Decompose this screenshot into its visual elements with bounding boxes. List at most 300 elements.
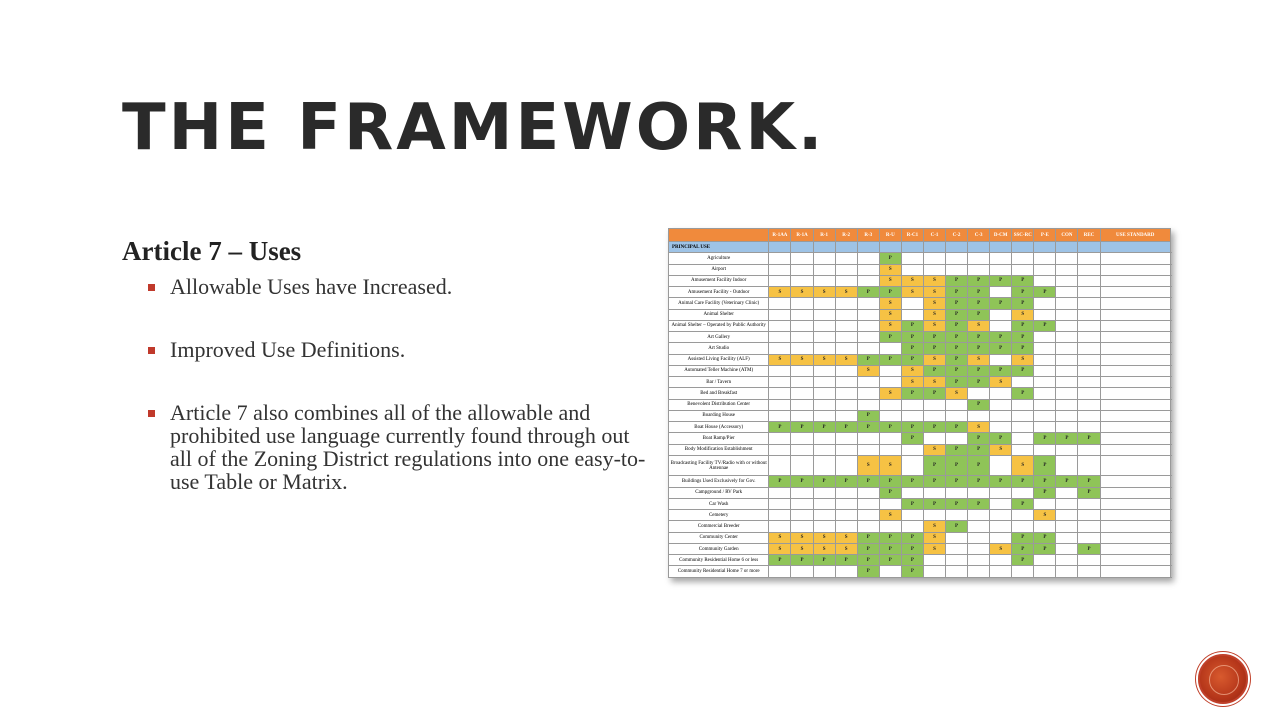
matrix-cell: [1078, 287, 1100, 298]
matrix-cell: S: [879, 264, 901, 275]
matrix-cell: S: [857, 365, 879, 376]
matrix-cell: [1012, 264, 1034, 275]
matrix-cell: [1012, 242, 1034, 253]
matrix-cell: P: [968, 399, 990, 410]
table-row: [669, 476, 1171, 487]
matrix-cell: S: [879, 510, 901, 521]
matrix-cell: [1034, 555, 1056, 566]
matrix-cell: [835, 377, 857, 388]
matrix-cell: [1100, 422, 1170, 433]
matrix-cell: [1056, 532, 1078, 543]
matrix-cell: P: [1034, 455, 1056, 476]
matrix-cell: P: [901, 388, 923, 399]
matrix-cell: [1056, 365, 1078, 376]
matrix-cell: [813, 275, 835, 286]
matrix-cell: P: [879, 476, 901, 487]
matrix-column-header: CON: [1056, 229, 1078, 242]
matrix-cell: [1100, 377, 1170, 388]
matrix-cell: [813, 498, 835, 509]
matrix-cell: [1100, 521, 1170, 532]
use-name-cell: Campground / RV Park: [669, 487, 769, 498]
matrix-cell: P: [968, 298, 990, 309]
matrix-cell: [1034, 444, 1056, 455]
matrix-cell: P: [1012, 287, 1034, 298]
matrix-cell: [857, 253, 879, 264]
matrix-cell: [1056, 555, 1078, 566]
matrix-cell: P: [857, 566, 879, 578]
matrix-cell: [1056, 521, 1078, 532]
matrix-cell: P: [946, 287, 968, 298]
matrix-column-header: C-3: [968, 229, 990, 242]
matrix-cell: [1034, 498, 1056, 509]
matrix-cell: P: [769, 476, 791, 487]
use-name-cell: Bed and Breakfast: [669, 388, 769, 399]
matrix-cell: P: [968, 377, 990, 388]
matrix-cell: [990, 287, 1012, 298]
matrix-cell: P: [968, 498, 990, 509]
matrix-cell: [791, 320, 813, 331]
table-row: [669, 365, 1171, 376]
matrix-cell: [1056, 487, 1078, 498]
matrix-cell: [1100, 399, 1170, 410]
matrix-cell: [791, 399, 813, 410]
matrix-cell: S: [769, 543, 791, 554]
matrix-cell: [769, 242, 791, 253]
matrix-cell: [1056, 320, 1078, 331]
matrix-cell: [879, 365, 901, 376]
matrix-cell: [968, 555, 990, 566]
matrix-cell: [923, 555, 945, 566]
matrix-cell: [835, 410, 857, 421]
matrix-cell: S: [835, 543, 857, 554]
matrix-cell: P: [857, 422, 879, 433]
matrix-cell: [857, 298, 879, 309]
matrix-cell: [1100, 498, 1170, 509]
matrix-cell: P: [901, 422, 923, 433]
matrix-cell: [835, 510, 857, 521]
table-row: [669, 543, 1171, 554]
use-name-cell: Art Gallery: [669, 332, 769, 343]
matrix-cell: [791, 264, 813, 275]
matrix-cell: [1056, 422, 1078, 433]
matrix-cell: P: [1034, 287, 1056, 298]
matrix-cell: [835, 487, 857, 498]
table-row: [669, 320, 1171, 331]
matrix-cell: [791, 343, 813, 354]
matrix-cell: [791, 332, 813, 343]
matrix-cell: S: [990, 543, 1012, 554]
matrix-cell: [791, 433, 813, 444]
matrix-cell: P: [879, 354, 901, 365]
matrix-cell: P: [901, 566, 923, 578]
matrix-cell: [1100, 455, 1170, 476]
matrix-cell: [791, 388, 813, 399]
matrix-cell: [813, 455, 835, 476]
matrix-cell: [1078, 532, 1100, 543]
matrix-cell: S: [813, 543, 835, 554]
matrix-cell: P: [946, 455, 968, 476]
matrix-cell: [1056, 309, 1078, 320]
matrix-cell: [901, 309, 923, 320]
matrix-cell: [1056, 354, 1078, 365]
matrix-cell: [1100, 320, 1170, 331]
matrix-cell: P: [968, 433, 990, 444]
matrix-cell: [769, 320, 791, 331]
matrix-cell: [791, 410, 813, 421]
matrix-cell: [1012, 510, 1034, 521]
matrix-cell: [813, 253, 835, 264]
matrix-cell: P: [946, 521, 968, 532]
matrix-cell: P: [923, 498, 945, 509]
matrix-cell: [990, 566, 1012, 578]
matrix-cell: [791, 510, 813, 521]
matrix-cell: [1034, 275, 1056, 286]
matrix-cell: P: [879, 555, 901, 566]
matrix-cell: [857, 487, 879, 498]
matrix-cell: [990, 264, 1012, 275]
matrix-cell: P: [968, 365, 990, 376]
matrix-cell: [791, 298, 813, 309]
matrix-cell: [769, 365, 791, 376]
matrix-column-header: C-1: [923, 229, 945, 242]
matrix-cell: [946, 399, 968, 410]
matrix-cell: P: [923, 365, 945, 376]
matrix-cell: P: [946, 476, 968, 487]
matrix-body: [669, 242, 1171, 578]
matrix-cell: [946, 510, 968, 521]
matrix-cell: [879, 521, 901, 532]
matrix-cell: S: [1012, 354, 1034, 365]
matrix-cell: [1100, 309, 1170, 320]
matrix-cell: P: [901, 320, 923, 331]
matrix-cell: P: [1034, 476, 1056, 487]
matrix-cell: [968, 521, 990, 532]
matrix-cell: S: [923, 521, 945, 532]
matrix-cell: P: [791, 422, 813, 433]
matrix-cell: [1078, 354, 1100, 365]
matrix-cell: P: [946, 498, 968, 509]
matrix-cell: [813, 510, 835, 521]
matrix-cell: [769, 455, 791, 476]
matrix-cell: S: [923, 543, 945, 554]
matrix-cell: S: [835, 532, 857, 543]
matrix-cell: [813, 365, 835, 376]
matrix-cell: [990, 388, 1012, 399]
matrix-cell: [1056, 566, 1078, 578]
matrix-cell: [1078, 377, 1100, 388]
matrix-cell: [946, 410, 968, 421]
matrix-cell: [901, 264, 923, 275]
matrix-cell: [835, 566, 857, 578]
matrix-cell: S: [923, 354, 945, 365]
matrix-cell: [791, 487, 813, 498]
matrix-cell: [857, 444, 879, 455]
matrix-column-header: R-C1: [901, 229, 923, 242]
matrix-column-header: R-1: [813, 229, 835, 242]
matrix-cell: [1056, 498, 1078, 509]
matrix-cell: [1056, 332, 1078, 343]
matrix-cell: S: [990, 444, 1012, 455]
matrix-cell: S: [813, 354, 835, 365]
matrix-cell: P: [990, 332, 1012, 343]
matrix-cell: S: [791, 287, 813, 298]
matrix-cell: P: [1012, 532, 1034, 543]
matrix-cell: P: [1012, 543, 1034, 554]
matrix-cell: [1056, 298, 1078, 309]
matrix-cell: [968, 510, 990, 521]
use-name-cell: Animal Shelter – Operated by Public Authority: [669, 320, 769, 331]
matrix-cell: [1078, 365, 1100, 376]
matrix-cell: [1100, 566, 1170, 578]
section-label: PRINCIPAL USE: [669, 242, 769, 253]
matrix-cell: [835, 365, 857, 376]
matrix-cell: P: [923, 422, 945, 433]
matrix-cell: [1078, 399, 1100, 410]
matrix-cell: [791, 275, 813, 286]
matrix-cell: [769, 388, 791, 399]
matrix-cell: [879, 399, 901, 410]
matrix-cell: [791, 566, 813, 578]
matrix-cell: P: [1078, 543, 1100, 554]
matrix-cell: [813, 410, 835, 421]
matrix-column-header: R-1AA: [769, 229, 791, 242]
matrix-cell: P: [879, 287, 901, 298]
matrix-cell: P: [1034, 433, 1056, 444]
square-bullet-icon: [148, 284, 155, 291]
matrix-cell: [968, 410, 990, 421]
matrix-cell: S: [1034, 510, 1056, 521]
matrix-cell: P: [946, 343, 968, 354]
matrix-cell: [968, 242, 990, 253]
matrix-cell: [1100, 532, 1170, 543]
matrix-cell: P: [1034, 320, 1056, 331]
matrix-cell: [1078, 275, 1100, 286]
matrix-cell: [879, 242, 901, 253]
matrix-cell: P: [990, 275, 1012, 286]
matrix-cell: [1078, 309, 1100, 320]
use-name-cell: Community Garden: [669, 543, 769, 554]
matrix-cell: P: [879, 332, 901, 343]
use-name-cell: Agriculture: [669, 253, 769, 264]
matrix-cell: [1056, 264, 1078, 275]
matrix-cell: [835, 521, 857, 532]
table-row: [669, 555, 1171, 566]
matrix-cell: [1056, 510, 1078, 521]
table-row: [669, 343, 1171, 354]
matrix-cell: [1100, 444, 1170, 455]
matrix-cell: P: [990, 476, 1012, 487]
matrix-cell: [923, 410, 945, 421]
matrix-cell: [835, 320, 857, 331]
matrix-cell: [968, 264, 990, 275]
matrix-column-header: P-E: [1034, 229, 1056, 242]
matrix-cell: [1034, 521, 1056, 532]
matrix-cell: P: [901, 476, 923, 487]
matrix-cell: [879, 343, 901, 354]
table-row: [669, 433, 1171, 444]
matrix-cell: [1078, 555, 1100, 566]
matrix-cell: P: [901, 343, 923, 354]
matrix-cell: [879, 444, 901, 455]
matrix-cell: [1056, 242, 1078, 253]
matrix-cell: [1034, 354, 1056, 365]
matrix-cell: P: [1012, 298, 1034, 309]
use-name-cell: Automated Teller Machine (ATM): [669, 365, 769, 376]
matrix-cell: [769, 309, 791, 320]
matrix-cell: [923, 487, 945, 498]
matrix-cell: P: [791, 476, 813, 487]
matrix-column-header: R-1A: [791, 229, 813, 242]
table-row: [669, 354, 1171, 365]
matrix-cell: P: [901, 332, 923, 343]
matrix-cell: P: [769, 422, 791, 433]
matrix-cell: [791, 498, 813, 509]
matrix-cell: [857, 242, 879, 253]
matrix-cell: S: [923, 275, 945, 286]
matrix-cell: [1034, 388, 1056, 399]
matrix-cell: [813, 388, 835, 399]
matrix-cell: [946, 433, 968, 444]
matrix-cell: S: [923, 298, 945, 309]
matrix-cell: [769, 521, 791, 532]
matrix-cell: S: [901, 287, 923, 298]
bullet-text: Article 7 also combines all of the allowable and prohibited use language currently found through out all of the Zoning District regulations into one easy-to-use Table or Matrix.: [170, 400, 646, 494]
matrix-cell: P: [1078, 487, 1100, 498]
matrix-cell: [857, 377, 879, 388]
matrix-cell: P: [769, 555, 791, 566]
matrix-cell: S: [879, 455, 901, 476]
matrix-column-header: D-CM: [990, 229, 1012, 242]
matrix-cell: [946, 532, 968, 543]
table-row: [669, 264, 1171, 275]
matrix-cell: P: [857, 287, 879, 298]
matrix-cell: [901, 253, 923, 264]
matrix-cell: [879, 377, 901, 388]
matrix-cell: P: [901, 498, 923, 509]
matrix-cell: [813, 309, 835, 320]
matrix-cell: [1100, 487, 1170, 498]
bullet-text: Allowable Uses have Increased.: [170, 274, 453, 299]
matrix-cell: [835, 264, 857, 275]
use-name-cell: Amusement Facility - Outdoor: [669, 287, 769, 298]
matrix-cell: S: [769, 287, 791, 298]
matrix-cell: [968, 543, 990, 554]
matrix-cell: [835, 498, 857, 509]
matrix-cell: P: [968, 343, 990, 354]
square-bullet-icon: [148, 410, 155, 417]
table-row: [669, 498, 1171, 509]
matrix-cell: [1100, 543, 1170, 554]
matrix-cell: S: [791, 532, 813, 543]
matrix-cell: [813, 399, 835, 410]
matrix-cell: P: [923, 343, 945, 354]
matrix-cell: S: [769, 354, 791, 365]
matrix-cell: [1100, 354, 1170, 365]
use-name-cell: Animal Care Facility (Veterinary Clinic): [669, 298, 769, 309]
use-name-cell: Amusement Facility Indoor: [669, 275, 769, 286]
use-name-cell: Body Modification Establishment: [669, 444, 769, 455]
matrix-cell: [923, 253, 945, 264]
matrix-cell: [1100, 476, 1170, 487]
table-row: [669, 410, 1171, 421]
use-name-cell: Art Studio: [669, 343, 769, 354]
matrix-cell: [835, 242, 857, 253]
matrix-cell: S: [879, 388, 901, 399]
matrix-cell: [769, 410, 791, 421]
matrix-cell: S: [835, 287, 857, 298]
matrix-cell: S: [923, 287, 945, 298]
matrix-cell: [791, 444, 813, 455]
matrix-cell: [813, 377, 835, 388]
matrix-cell: [1078, 444, 1100, 455]
matrix-cell: P: [923, 332, 945, 343]
matrix-cell: [1034, 410, 1056, 421]
matrix-cell: [990, 498, 1012, 509]
matrix-cell: [769, 332, 791, 343]
matrix-cell: [1056, 275, 1078, 286]
table-row: [669, 455, 1171, 476]
table-row: [669, 332, 1171, 343]
matrix-cell: [1078, 422, 1100, 433]
matrix-cell: [923, 566, 945, 578]
matrix-column-header: C-2: [946, 229, 968, 242]
matrix-cell: P: [946, 309, 968, 320]
matrix-cell: [857, 399, 879, 410]
matrix-cell: [857, 433, 879, 444]
matrix-column-header: [669, 229, 769, 242]
matrix-cell: [1078, 410, 1100, 421]
use-name-cell: Benevolent Distribution Center: [669, 399, 769, 410]
matrix-cell: [857, 332, 879, 343]
matrix-cell: P: [968, 275, 990, 286]
matrix-cell: P: [1034, 487, 1056, 498]
matrix-cell: [968, 566, 990, 578]
bullet-item: [148, 338, 652, 361]
matrix-cell: [968, 253, 990, 264]
matrix-cell: [791, 521, 813, 532]
matrix-cell: [1078, 566, 1100, 578]
matrix-cell: P: [1012, 555, 1034, 566]
matrix-cell: [901, 510, 923, 521]
matrix-cell: P: [946, 365, 968, 376]
matrix-cell: P: [1034, 532, 1056, 543]
bullet-item: [148, 401, 652, 493]
table-row: [669, 444, 1171, 455]
matrix-cell: S: [835, 354, 857, 365]
matrix-cell: [813, 320, 835, 331]
matrix-cell: [1012, 487, 1034, 498]
table-row: [669, 399, 1171, 410]
matrix-cell: [857, 521, 879, 532]
matrix-cell: P: [923, 455, 945, 476]
matrix-cell: [813, 444, 835, 455]
matrix-cell: [901, 242, 923, 253]
matrix-cell: [923, 399, 945, 410]
matrix-cell: S: [879, 298, 901, 309]
matrix-cell: P: [901, 555, 923, 566]
matrix-header-row: [669, 229, 1171, 242]
matrix-cell: [1078, 253, 1100, 264]
matrix-cell: [857, 275, 879, 286]
matrix-cell: [1078, 264, 1100, 275]
matrix-cell: [990, 354, 1012, 365]
matrix-cell: [769, 566, 791, 578]
matrix-cell: [901, 399, 923, 410]
matrix-cell: [1078, 498, 1100, 509]
matrix-cell: P: [968, 309, 990, 320]
matrix-cell: [1034, 242, 1056, 253]
matrix-cell: [813, 343, 835, 354]
